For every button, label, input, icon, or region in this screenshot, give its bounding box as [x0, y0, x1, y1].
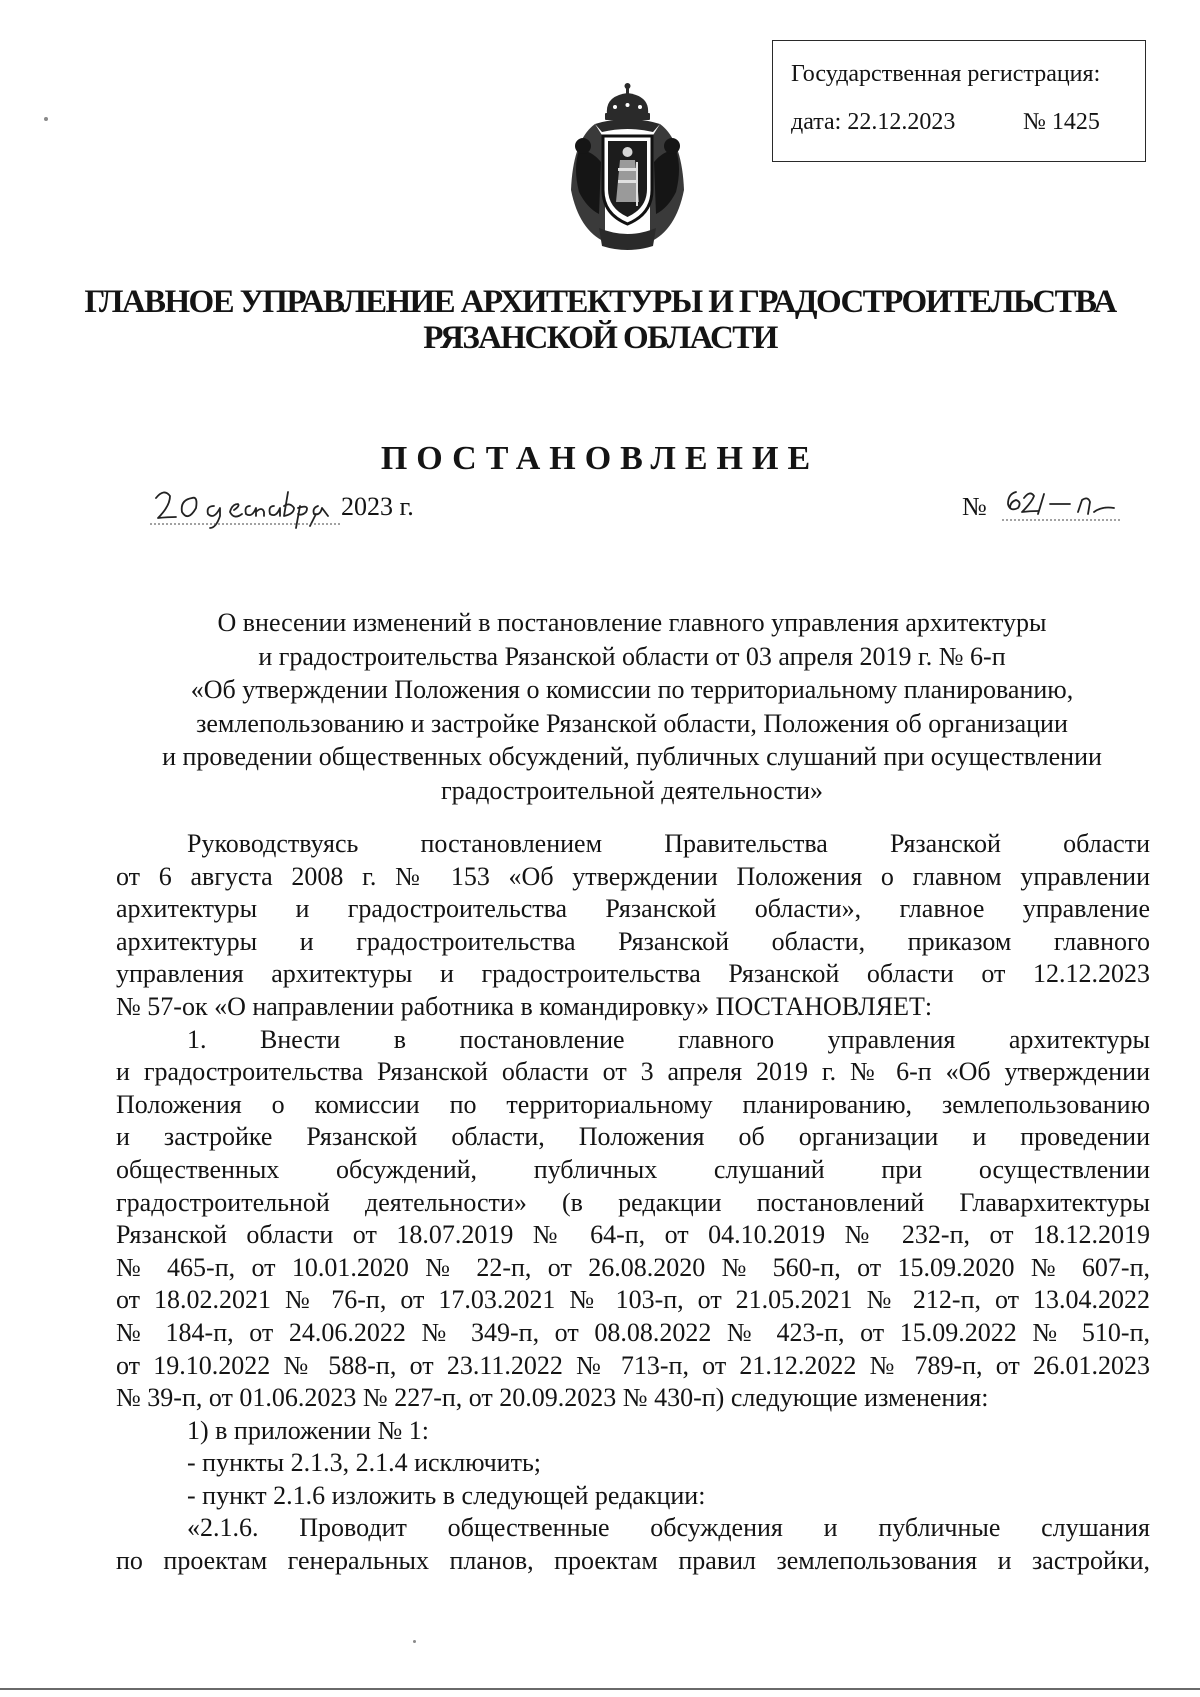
body-line: «2.1.6. Проводит общественные обсуждения и публичные слушания: [187, 1513, 1150, 1543]
number-sign: №: [962, 492, 987, 521]
subject-line: и градостроительства Рязанской области от 03 апреля 2019 г. № 6-п: [258, 641, 1006, 671]
document-subject: [110, 606, 1154, 807]
body-line: управления архитектуры и градостроительства Рязанской области от 12.12.2023: [116, 959, 1150, 989]
subject-line: «Об утверждении Положения о комиссии по территориальному планированию,: [190, 675, 1074, 704]
body-line: № 39-п, от 01.06.2023 № 227-п, от 20.09.2023 № 430-п) следующие изменения:: [116, 1383, 989, 1413]
scan-speck: [44, 117, 48, 121]
body-line: архитектуры и градостроительства Рязанской области», главное управление: [116, 894, 1150, 924]
subject-line: и проведении общественных обсуждений, публичных слушаний при осуществлении: [162, 742, 1102, 771]
body-line: от 6 августа 2008 г. № 153 «Об утверждении Положения о главном управлении: [116, 861, 1150, 891]
body-line: общественных обсуждений, публичных слушаний при осуществлении: [116, 1154, 1150, 1184]
body-line: 1. Внести в постановление главного управления архитектуры: [187, 1024, 1150, 1054]
subject-line: землепользованию и застройке Рязанской области, Положения об организации: [196, 708, 1068, 738]
organization-name-line1: ГЛАВНОЕ УПРАВЛЕНИЕ АРХИТЕКТУРЫ И ГРАДОСТРОИТЕЛЬСТВА: [84, 284, 1116, 320]
registration-number: № 1425: [1023, 109, 1100, 135]
body-line: и градостроительства Рязанской области от 3 апреля 2019 г. № 6-п «Об утверждении: [116, 1057, 1150, 1087]
body-line: Положения о комиссии по территориальному планированию, землепользованию: [116, 1089, 1150, 1119]
organization-name-line2: РЯЗАНСКОЙ ОБЛАСТИ: [423, 320, 777, 356]
document-body: [116, 828, 1150, 1578]
date-year: 2023 г.: [341, 492, 414, 521]
document-type-title: ПОСТАНОВЛЕНИЕ: [380, 440, 820, 477]
body-line: градостроительной деятельности» (в редакции постановлений Главархитектуры: [116, 1187, 1150, 1217]
ryazan-coat-of-arms-icon: [565, 80, 690, 255]
registration-title: Государственная регистрация:: [791, 61, 1101, 87]
body-line: и застройке Рязанской области, Положения об организации и проведении: [116, 1122, 1150, 1152]
subject-line: градостроительной деятельности»: [440, 775, 824, 805]
body-line: - пункт 2.1.6 изложить в следующей редакции:: [187, 1480, 706, 1510]
scan-bottom-edge: [0, 1688, 1200, 1690]
subject-line: О внесении изменений в постановление главного управления архитектуры: [217, 608, 1047, 637]
registration-stamp: [772, 40, 1146, 162]
body-line: № 465-п, от 10.01.2020 № 22-п, от 26.08.2020 № 560-п, от 15.09.2020 № 607-п,: [116, 1252, 1150, 1282]
body-line: 1) в приложении № 1:: [187, 1415, 430, 1445]
body-line: по проектам генеральных планов, проектам правил землепользования и застройки,: [116, 1546, 1150, 1576]
body-line: от 19.10.2022 № 588-п, от 23.11.2022 № 713-п, от 21.12.2022 № 789-п, от 26.01.2023: [116, 1350, 1150, 1380]
handwritten-date-signature: [150, 484, 342, 532]
scan-speck: [413, 1640, 416, 1643]
body-line: № 57-ок «О направлении работника в командировку» ПОСТАНОВЛЯЕТ:: [116, 991, 933, 1021]
body-line: Руководствуясь постановлением Правительства Рязанской области: [187, 829, 1150, 858]
registration-date: дата: 22.12.2023: [791, 109, 956, 135]
body-line: от 18.02.2021 № 76-п, от 17.03.2021 № 103-п, от 21.05.2021 № 212-п, от 13.04.2022: [116, 1285, 1150, 1315]
body-line: - пункты 2.1.3, 2.1.4 исключить;: [187, 1448, 542, 1478]
body-line: Рязанской области от 18.07.2019 № 64-п, от 04.10.2019 № 232-п, от 18.12.2019: [116, 1220, 1150, 1250]
body-line: архитектуры и градостроительства Рязанской области, приказом главного: [116, 926, 1150, 956]
body-line: № 184-п, от 24.06.2022 № 349-п, от 08.08.2022 № 423-п, от 15.09.2022 № 510-п,: [116, 1317, 1150, 1347]
handwritten-number-signature: [1002, 484, 1124, 528]
